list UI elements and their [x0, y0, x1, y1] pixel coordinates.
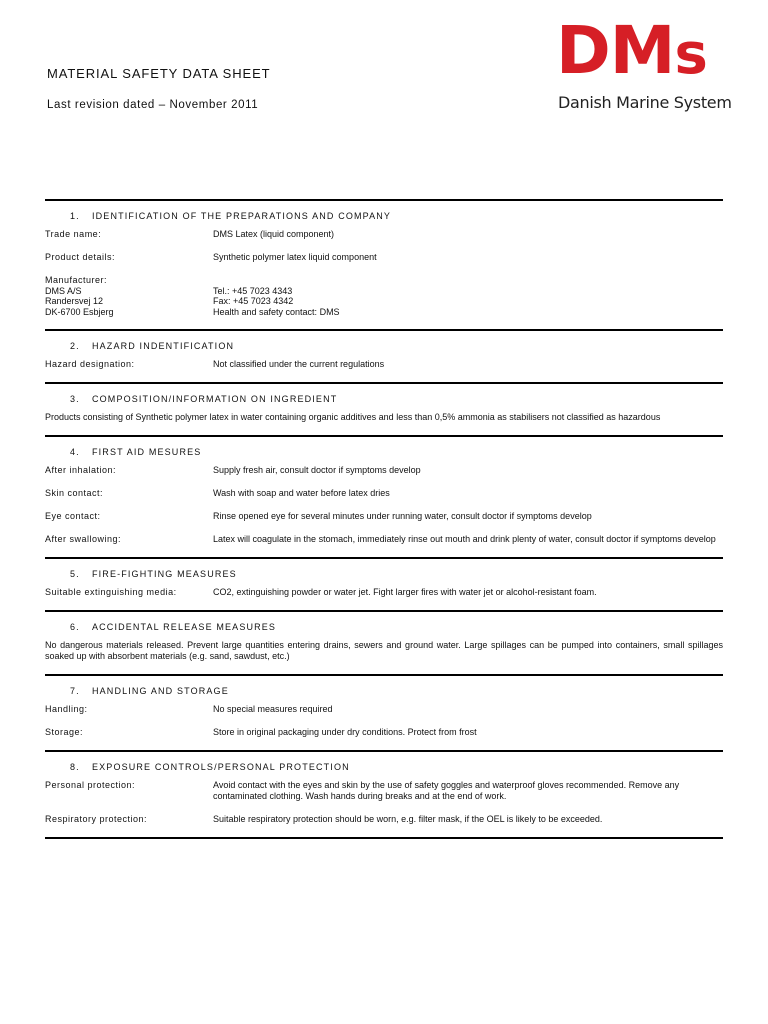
section-heading	[70, 211, 723, 221]
section-title: FIRST AID MESURES	[92, 447, 202, 457]
revision-date: Last revision dated – November 2011	[47, 99, 259, 111]
section-text: Products consisting of Synthetic polymer latex in water containing organic additives and less than 0,5% ammonia as stabilisers not classified as hazardous	[45, 412, 661, 422]
manufacturer-contacts	[213, 275, 340, 317]
section-number: 6.	[70, 622, 80, 632]
field-row	[45, 727, 723, 738]
manufacturer-city: DK-6700 Esbjerg	[45, 306, 114, 317]
section-composition	[45, 382, 723, 435]
section-heading	[70, 341, 723, 351]
section-fire-fighting	[45, 557, 723, 610]
field-row	[45, 814, 723, 825]
field-value: Suitable respiratory protection should be worn, e.g. filter mask, if the OEL is likely to be exceeded.	[213, 814, 603, 824]
field-row	[45, 511, 723, 522]
field-label: Skin contact:	[45, 488, 104, 498]
manufacturer-block	[45, 275, 723, 317]
field-row	[45, 780, 723, 802]
manufacturer-label: Manufacturer:	[45, 275, 108, 285]
field-value: Store in original packaging under dry conditions. Protect from frost	[213, 727, 477, 737]
field-row	[45, 465, 723, 476]
field-row	[45, 488, 723, 499]
manufacturer-contact: Health and safety contact: DMS	[213, 306, 340, 317]
field-value: Synthetic polymer latex liquid component	[213, 252, 377, 262]
section-number: 3.	[70, 394, 80, 404]
dms-logo-mark: DMs	[556, 12, 707, 89]
field-label: Trade name:	[45, 229, 102, 239]
field-row	[45, 587, 723, 598]
field-row	[45, 252, 723, 263]
field-label: Storage:	[45, 727, 84, 737]
section-number: 7.	[70, 686, 80, 696]
section-number: 1.	[70, 211, 80, 221]
section-heading	[70, 762, 723, 772]
section-hazard	[45, 329, 723, 382]
section-title: HAZARD INDENTIFICATION	[92, 341, 235, 351]
section-identification	[45, 199, 723, 329]
field-row	[45, 534, 723, 545]
section-title: HANDLING AND STORAGE	[92, 686, 229, 696]
section-heading	[70, 394, 723, 404]
section-number: 2.	[70, 341, 80, 351]
manufacturer-tel: Tel.: +45 7023 4343	[213, 285, 293, 296]
field-row	[45, 359, 723, 370]
section-heading	[70, 686, 723, 696]
dms-logo-text: Danish Marine System	[558, 93, 732, 112]
field-label: Respiratory protection:	[45, 814, 148, 824]
manufacturer-street: Randersvej 12	[45, 296, 104, 306]
field-label: Personal protection:	[45, 780, 136, 790]
field-value: Latex will coagulate in the stomach, immediately rinse out mouth and drink plenty of water, consult doctor if symptoms develop	[213, 534, 716, 544]
manufacturer-name: DMS A/S	[45, 285, 82, 296]
section-title: EXPOSURE CONTROLS/PERSONAL PROTECTION	[92, 762, 350, 772]
field-row	[45, 229, 723, 240]
field-value: No special measures required	[213, 704, 333, 714]
section-title: COMPOSITION/INFORMATION ON INGREDIENT	[92, 394, 338, 404]
section-handling-storage	[45, 674, 723, 750]
sds-content	[45, 199, 723, 839]
section-number: 5.	[70, 569, 80, 579]
section-title: IDENTIFICATION OF THE PREPARATIONS AND COMPANY	[92, 211, 392, 221]
field-value: Rinse opened eye for several minutes under running water, consult doctor if symptoms develop	[213, 511, 592, 521]
section-title: FIRE-FIGHTING MEASURES	[92, 569, 237, 579]
section-accidental-release	[45, 610, 723, 674]
field-row	[45, 704, 723, 715]
dms-logo	[556, 12, 748, 118]
section-heading	[70, 569, 723, 579]
manufacturer-fax: Fax: +45 7023 4342	[213, 296, 294, 306]
field-label: Handling:	[45, 704, 88, 714]
field-value: Avoid contact with the eyes and skin by the use of safety goggles and waterproof gloves recommended. Remove any contaminated clothing. Wash hands during breaks and at the end of work.	[213, 780, 680, 801]
field-label: Suitable extinguishing media:	[45, 587, 177, 597]
field-label: Eye contact:	[45, 511, 101, 521]
section-heading	[70, 622, 723, 632]
section-text: No dangerous materials released. Prevent large quantities entering drains, sewers and ground water. Large spillages can be pumped into containers, small spillages soaked up with absorbent materials (e.g. sand, sawdust, etc.)	[45, 640, 723, 661]
field-value: DMS Latex (liquid component)	[213, 229, 335, 239]
section-number: 8.	[70, 762, 80, 772]
field-label: After swallowing:	[45, 534, 122, 544]
section-number: 4.	[70, 447, 80, 457]
section-exposure-controls	[45, 750, 723, 839]
field-value: Wash with soap and water before latex dries	[213, 488, 390, 498]
manufacturer-address	[45, 275, 213, 317]
section-first-aid	[45, 435, 723, 557]
section-title: ACCIDENTAL RELEASE MEASURES	[92, 622, 277, 632]
field-value: Not classified under the current regulations	[213, 359, 385, 369]
field-label: Hazard designation:	[45, 359, 135, 369]
field-value: Supply fresh air, consult doctor if symptoms develop	[213, 465, 421, 475]
section-heading	[70, 447, 723, 457]
field-label: Product details:	[45, 252, 116, 262]
document-title: MATERIAL SAFETY DATA SHEET	[47, 66, 271, 81]
field-value: CO2, extinguishing powder or water jet. Fight larger fires with water jet or alcohol-resistant foam.	[213, 587, 597, 597]
field-label: After inhalation:	[45, 465, 117, 475]
